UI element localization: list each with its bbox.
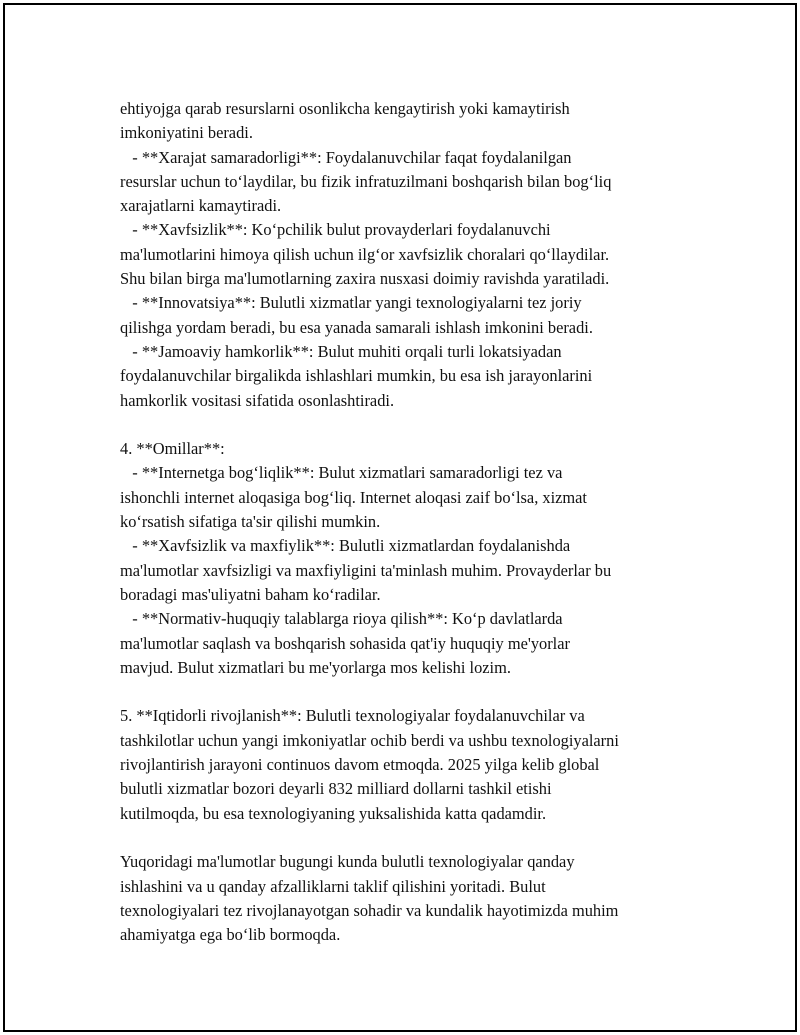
paragraph-scalability-end [120, 97, 700, 146]
text-line: - **Xarajat samaradorligi**: Foydalanuvchilar faqat foydalanilgan [120, 147, 572, 167]
blank-line [120, 680, 700, 704]
text-line: ishonchli internet aloqasiga bog‘liq. Internet aloqasi zaif bo‘lsa, xizmat [120, 487, 587, 507]
text-line: - **Innovatsiya**: Bulutli xizmatlar yangi texnologiyalarni tez joriy [120, 293, 582, 313]
text-line: ma'lumotlar saqlash va boshqarish sohasida qat'iy huquqiy me'yorlar [120, 633, 570, 653]
text-line: ahamiyatga ega bo‘lib bormoqda. [120, 925, 341, 945]
text-line: ehtiyojga qarab resurslarni osonlikcha kengaytirish yoki kamaytirish [120, 99, 570, 118]
paragraph-innovation [120, 291, 700, 340]
paragraph-security-privacy [120, 534, 700, 607]
text-line: Shu bilan birga ma'lumotlarning zaxira nusxasi doimiy ravishda yaratiladi. [120, 269, 610, 289]
paragraph-cost-efficiency [120, 146, 700, 219]
paragraph-security [120, 218, 700, 291]
text-line: - **Xavfsizlik va maxfiylik**: Bulutli xizmatlardan foydalanishda [120, 536, 571, 556]
text-line: mavjud. Bulut xizmatlari bu me'yorlarga mos kelishi lozim. [120, 657, 511, 677]
text-line: Yuqoridagi ma'lumotlar bugungi kunda bulutli texnologiyalar qanday [120, 852, 575, 872]
page-frame [3, 3, 797, 1032]
text-line: - **Xavfsizlik**: Ko‘pchilik bulut provayderlari foydalanuvchi [120, 220, 551, 240]
paragraph-internet-dependency [120, 461, 700, 534]
paragraph-regulatory-compliance [120, 607, 700, 680]
document-body [120, 97, 700, 947]
text-line: boradagi mas'uliyatni baham ko‘radilar. [120, 584, 381, 604]
text-line: tashkilotlar uchun yangi imkoniyatlar ochib berdi va ushbu texnologiyalarni [120, 730, 619, 750]
paragraph-factors-heading [120, 437, 700, 461]
text-line: - **Normativ-huquqiy talablarga rioya qilish**: Ko‘p davlatlarda [120, 609, 563, 629]
text-line: - **Internetga bog‘liqlik**: Bulut xizmatlari samaradorligi tez va [120, 463, 563, 483]
text-line: xarajatlarni kamaytiradi. [120, 196, 282, 216]
text-line: kutilmoqda, bu esa texnologiyaning yuksalishida katta qadamdir. [120, 803, 547, 823]
text-line: ma'lumotlarini himoya qilish uchun ilg‘or xavfsizlik choralari qo‘llaydilar. [120, 244, 610, 264]
text-line: - **Jamoaviy hamkorlik**: Bulut muhiti orqali turli lokatsiyadan [120, 341, 562, 361]
text-line: imkoniyatini beradi. [120, 123, 253, 143]
paragraph-collaboration [120, 340, 700, 413]
text-line: resurslar uchun to‘laydilar, bu fizik infratuzilmani boshqarish bilan bog‘liq [120, 171, 612, 191]
blank-line [120, 826, 700, 850]
text-line: rivojlantirish jarayoni continuos davom etmoqda. 2025 yilga kelib global [120, 755, 600, 775]
text-line: ma'lumotlar xavfsizligi va maxfiyligini ta'minlash muhim. Provayderlar bu [120, 560, 612, 580]
text-line: 5. **Iqtidorli rivojlanish**: Bulutli texnologiyalar foydalanuvchilar va [120, 706, 585, 726]
text-line: hamkorlik vositasi sifatida osonlashtiradi. [120, 390, 395, 410]
blank-line [120, 413, 700, 437]
text-line: 4. **Omillar**: [120, 439, 225, 459]
text-line: foydalanuvchilar birgalikda ishlashlari mumkin, bu esa ish jarayonlarini [120, 366, 593, 386]
text-line: qilishga yordam beradi, bu esa yanada samarali ishlash imkonini beradi. [120, 317, 593, 337]
paragraph-conclusion [120, 850, 700, 947]
text-line: ko‘rsatish sifatiga ta'sir qilishi mumkin. [120, 512, 381, 532]
paragraph-development [120, 704, 700, 825]
text-line: ishlashini va u qanday afzalliklarni taklif qilishini yoritadi. Bulut [120, 876, 546, 896]
text-line: texnologiyalari tez rivojlanayotgan sohadir va kundalik hayotimizda muhim [120, 900, 619, 920]
text-line: bulutli xizmatlar bozori deyarli 832 milliard dollarni tashkil etishi [120, 779, 552, 799]
